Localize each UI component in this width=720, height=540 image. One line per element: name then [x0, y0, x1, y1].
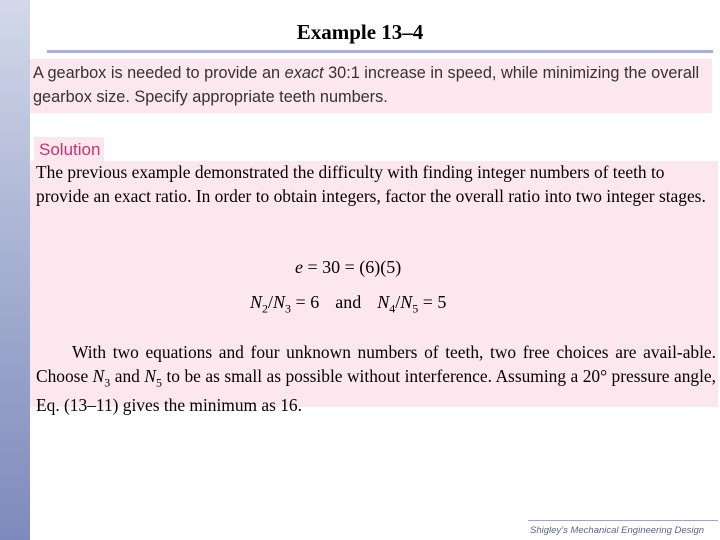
solution-box [30, 161, 718, 416]
problem-emphasis: exact [284, 64, 324, 82]
eq1-lhs: e [295, 257, 303, 277]
problem-text-end: 30:1 increase in speed, while minimizing the overall gearbox size. Specify appropriate teeth numbers. [33, 64, 700, 106]
problem-statement-box [30, 59, 712, 113]
sol2-n5: N [144, 365, 156, 386]
solution-paragraph-1: The previous example demonstrated the difficulty with finding integer numbers of teeth to provide an exact ratio. In order to obtain integers, factor the overall ratio into two integer stages. [36, 162, 706, 206]
footer-credit: Shigley’s Mechanical Engineering Design [530, 525, 705, 536]
equation-overall-ratio [295, 257, 401, 278]
eq2-value-2: = 5 [418, 292, 447, 312]
eq2-n4-sub: 4 [389, 301, 396, 316]
problem-statement [30, 59, 712, 109]
slide-sidebar [0, 0, 30, 540]
eq2-n3-sub: 3 [285, 301, 292, 316]
footer-divider [528, 520, 718, 521]
eq2-and: and [335, 292, 362, 312]
eq2-n2-sub: 2 [262, 301, 269, 316]
eq1-rhs: = 30 = (6)(5) [303, 257, 402, 277]
sol2-text-end: to be as small as possible without interference. Assuming a 20° pressure angle, Eq. (13–11) gives the minimum as 16. [36, 365, 716, 416]
sol2-n3: N [92, 365, 105, 386]
sol2-n5-sub: 5 [155, 374, 162, 389]
eq2-n5: N [400, 292, 413, 312]
solution-label: Solution [34, 137, 104, 161]
eq2-n3: N [273, 292, 286, 312]
sol2-text-start: With two equations and four unknown numbers of teeth, two free choices are avail-able. Choose [36, 342, 716, 386]
eq2-value-1: = 6 [291, 292, 320, 312]
eq2-n4: N [377, 292, 390, 312]
title-divider [47, 50, 713, 53]
eq2-n5-sub: 5 [412, 301, 419, 316]
slide-title: Example 13–4 [296, 20, 424, 44]
solution-paragraph-2 [30, 341, 716, 418]
sol2-text-mid: and [110, 365, 145, 386]
sol2-n3-sub: 3 [104, 374, 111, 389]
equation-stage-ratios: $N_2/N_3 = 6$ and $N_4/N_5 = 5$ [250, 292, 447, 316]
problem-text-start: A gearbox is needed to provide an [33, 64, 285, 82]
eq2-n2: N [250, 292, 263, 312]
